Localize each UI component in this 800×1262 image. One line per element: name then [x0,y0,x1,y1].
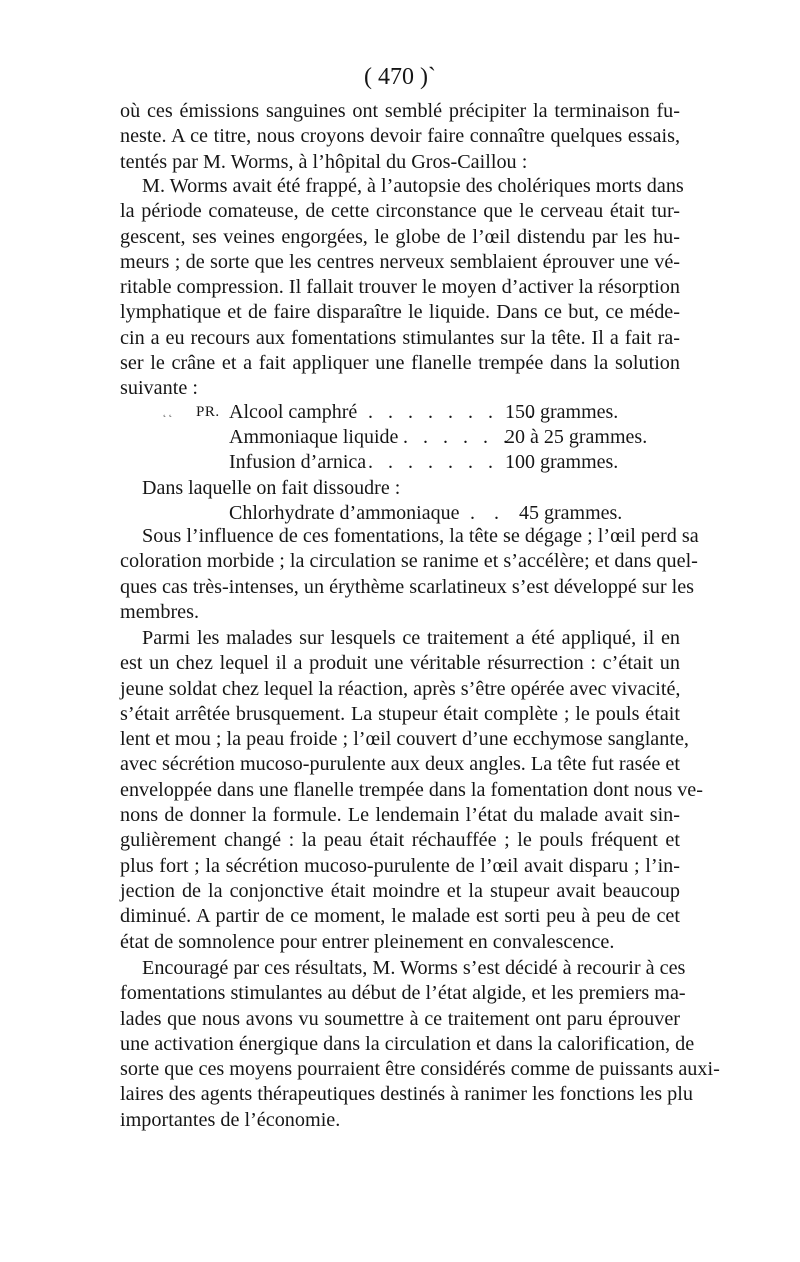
text-line: ser le crâne et a fait appliquer une flanelle trempée dans la solution [120,352,680,375]
text-line: plus fort ; la sécrétion mucoso-purulente de l’œil avait disparu ; l’in- [120,854,680,877]
text-line: Encouragé par ces résultats, M. Worms s’est décidé à recourir à ces [142,957,686,979]
text-line: meurs ; de sorte que les centres nerveux semblaient éprouver une vé- [120,250,680,273]
text-line: fomentations stimulantes au début de l’état algide, et les premiers ma- [120,982,686,1005]
text-line: une activation énergique dans la circulation et dans la calorification, de [120,1032,695,1055]
text-line: suivante : [120,377,198,400]
dissolve-ingredient-name: Chlorhydrate d’ammoniaque [229,501,460,524]
paragraph-case-study [120,626,703,955]
text-line: laires des agents thérapeutiques destinés à ranimer les fonctions les plu [120,1083,693,1106]
text-line: la période comateuse, de cette circonstance que le cerveau était tur- [120,200,680,223]
intro-text [120,99,680,175]
leader-dots: . . . . . . [403,426,513,449]
prescription-row [120,425,680,450]
text-line: lent et mou ; la peau froide ; l’œil couvert d’une ecchymose sanglante, [120,728,689,751]
text-line: Sous l’influence de ces fomentations, la tête se dégage ; l’œil perd sa [142,525,699,547]
rx-prefix: PR. [196,404,220,420]
text-line: lymphatique et de faire disparaître le liquide. Dans ce but, ce méde- [120,301,680,324]
text-line: ritable compression. Il fallait trouver le moyen d’activer la résorption [120,276,680,299]
text-line: tentés par M. Worms, à l’hôpital du Gros-Caillou : [120,150,528,173]
ingredient-quantity: 150 grammes. [505,401,619,423]
text-line: jection de la conjonctive était moindre et la stupeur avait beaucoup [120,879,680,902]
text-line: gescent, ses veines engorgées, le globe de l’œil distendu par les hu- [120,225,680,248]
ingredient-name: Alcool camphré [229,401,358,423]
dissolve-row [120,501,680,526]
text-line: neste. A ce titre, nous croyons devoir faire connaître quelques essais, [120,125,680,148]
leader-dots: . . [470,501,506,524]
text-line: coloration morbide ; la circulation se ranime et s’accélère; et dans quel- [120,550,698,573]
ingredient-quantity: 100 grammes. [505,451,619,474]
prescription-row [120,400,680,425]
paragraph-autopsy [120,174,684,402]
text-line: est un chez lequel il a produit une véritable résurrection : c’était un [120,652,680,675]
ingredient-name: Infusion d’arnica [229,451,367,474]
text-line: jeune soldat chez lequel la réaction, après s’être opérée avec vivacité, [120,677,681,700]
prescription-block [120,400,680,526]
leader-dots: . . . . . . . . . [368,401,538,423]
text-line: avec sécrétion mucoso-purulente aux deux angles. La tête fut rasée et [120,753,680,776]
page-number: ( 470 )` [364,64,436,90]
text-line: nons de donner la formule. Le lendemain l’état du malade avait sin- [120,804,680,827]
text-line: diminué. A partir de ce moment, le malade est sorti peu à peu de cet [120,905,680,928]
dissolve-instruction: Dans laquelle on fait dissoudre : [142,476,401,499]
text-line: importantes de l’économie. [120,1108,341,1131]
text-line: lades que nous avons vu soumettre à ce traitement ont paru éprouver [120,1007,680,1030]
prescription-row [120,450,680,475]
text-line: où ces émissions sanguines ont semblé précipiter la terminaison fu- [120,100,680,122]
text-line: enveloppée dans une flanelle trempée dans la fomentation dont nous ve- [120,778,703,801]
text-line: membres. [120,600,200,623]
text-line: s’était arrêtée brusquement. La stupeur était complète ; le pouls était [120,702,680,725]
paragraph-effects [120,524,699,625]
paragraph-conclusion [120,956,720,1133]
text-line: ques cas très-intenses, un érythème scarlatineux s’est développé sur les [120,575,695,598]
text-line: sorte que ces moyens pourraient être considérés comme de puissants auxi- [120,1058,720,1081]
text-line: M. Worms avait été frappé, à l’autopsie des cholériques morts dans [142,175,684,197]
dissolve-ingredient-quantity: 45 grammes. [519,501,623,524]
text-line: Parmi les malades sur lesquels ce traitement a été appliqué, il en [142,627,680,649]
text-line: cin a eu recours aux fomentations stimulantes sur la tête. Il a fait ra- [120,326,680,349]
text-line: état de somnolence pour entrer pleinement en convalescence. [120,930,615,953]
text-line: gulièrement changé : la peau était réchauffée ; le pouls fréquent et [120,829,680,852]
rx-marginal-mark: ˛ ˛ [163,407,173,418]
ingredient-name: Ammoniaque liquide [229,426,399,449]
ingredient-quantity: 20 à 25 grammes. [505,426,648,449]
leader-dots: . . . . . . . . [368,451,518,474]
